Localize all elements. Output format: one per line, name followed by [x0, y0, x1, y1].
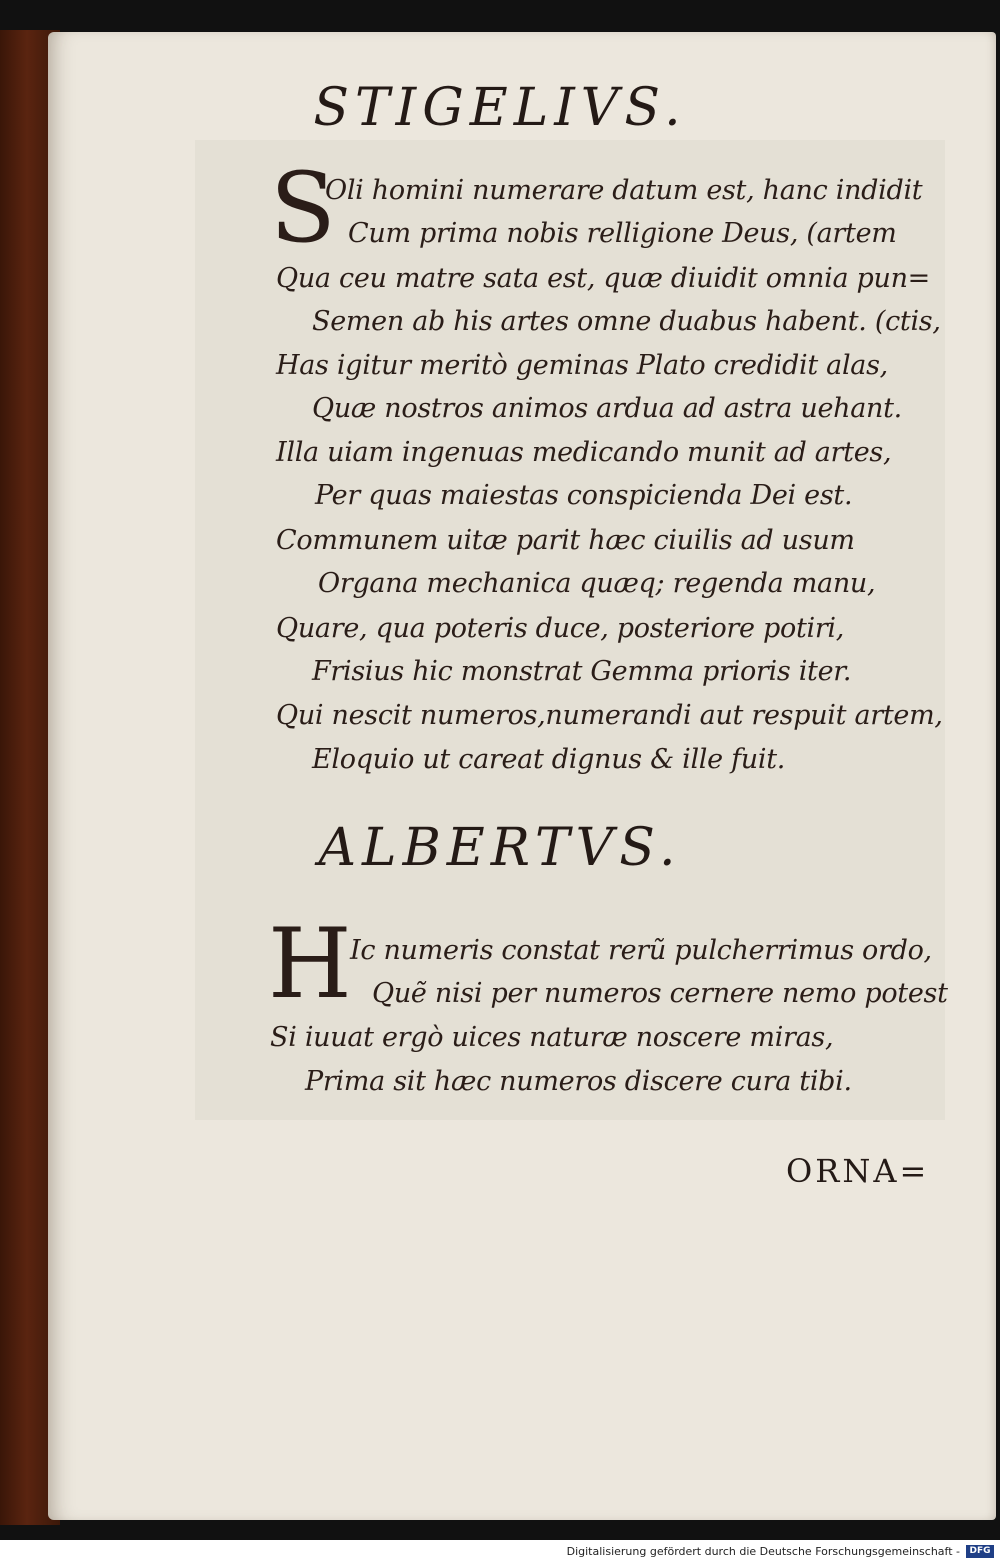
poem-1-line: Qui nescit numeros,numerandi aut respuit artem,	[276, 700, 943, 731]
poem-1-line: Communem uitæ parit hæc ciuilis ad usum	[276, 525, 855, 556]
footer-credit: Digitalisierung gefördert durch die Deutsche Forschungsgemeinschaft -	[566, 1545, 960, 1558]
poem-1-line: Quare, qua poteris duce, posteriore potiri,	[276, 613, 845, 644]
poem-1-line: Quæ nostros animos ardua ad astra uehant.	[312, 393, 902, 424]
catchword: ORNA=	[786, 1152, 930, 1190]
heading-stigelius: STIGELIVS.	[313, 78, 687, 138]
poem-1-line: Cum prima nobis relligione Deus, (artem	[348, 218, 897, 249]
poem-1-line: Frisius hic monstrat Gemma prioris iter.	[312, 656, 852, 687]
poem-1-line: Qua ceu matre sata est, quæ diuidit omnia pun=	[276, 263, 931, 294]
poem-1-line: Has igitur meritò geminas Plato credidit alas,	[276, 350, 888, 381]
poem-1-line: Illa uiam ingenuas medicando munit ad artes,	[276, 437, 892, 468]
poem-2-line: Ic numeris constat rerũ pulcherrimus ordo,	[350, 935, 932, 966]
drop-initial-s: S	[270, 152, 336, 264]
heading-albertus: ALBERTVS.	[318, 818, 682, 878]
drop-initial-h: H	[268, 908, 352, 1020]
poem-1-line: Organa mechanica quæq; regenda manu,	[318, 568, 876, 599]
poem-1-line: Semen ab his artes omne duabus habent. (ctis,	[312, 306, 941, 337]
poem-2-line: Quẽ nisi per numeros cernere nemo potest	[372, 978, 948, 1009]
poem-2-line: Prima sit hæc numeros discere cura tibi.	[305, 1066, 852, 1097]
poem-1-line: Eloquio ut careat dignus & ille fuit.	[312, 744, 786, 775]
dfg-logo-icon: DFG	[966, 1545, 994, 1558]
poem-2-line: Si iuuat ergò uices naturæ noscere miras,	[270, 1022, 834, 1053]
poem-1-line: Per quas maiestas conspicienda Dei est.	[315, 480, 853, 511]
poem-1-line: Oli homini numerare datum est, hanc indidit	[325, 175, 923, 206]
